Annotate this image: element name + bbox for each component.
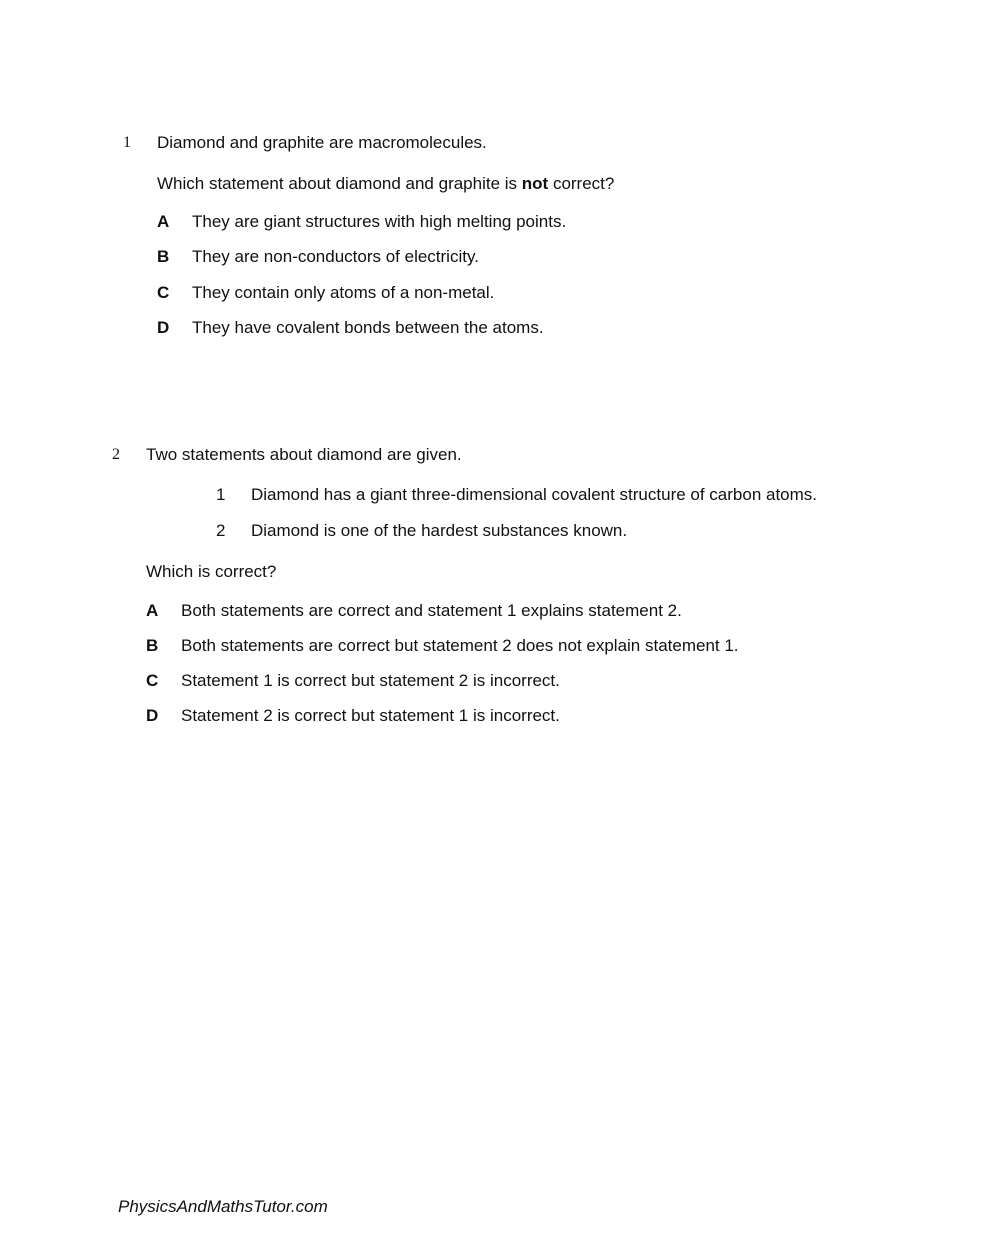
option-letter: C	[146, 671, 159, 690]
question-stem	[157, 175, 614, 192]
option-letter: B	[157, 247, 170, 266]
option-letter: A	[146, 601, 159, 620]
option-letter: A	[157, 212, 170, 231]
statement-number: 2	[216, 521, 226, 540]
question-number: 1	[123, 134, 131, 151]
option-text: Both statements are correct and statement 1 explains statement 2.	[181, 601, 682, 620]
question-stem: Which is correct?	[146, 562, 277, 581]
option-text: They are non-conductors of electricity.	[192, 247, 479, 266]
option-text: They contain only atoms of a non-metal.	[192, 283, 495, 302]
option-text: They are giant structures with high melting points.	[192, 212, 567, 231]
statement-number: 1	[216, 485, 226, 504]
question-intro: Diamond and graphite are macromolecules.	[157, 133, 487, 152]
option-letter: B	[146, 636, 159, 655]
option-text: Statement 1 is correct but statement 2 is incorrect.	[181, 671, 560, 690]
statement-text: Diamond is one of the hardest substances known.	[251, 521, 628, 540]
stem-emphasis: not	[521, 174, 549, 193]
footer-source: PhysicsAndMathsTutor.com	[118, 1197, 328, 1216]
stem-text: Which statement about diamond and graphite is	[157, 174, 522, 193]
question-number: 2	[112, 446, 120, 463]
option-text: Statement 2 is correct but statement 1 is incorrect.	[181, 706, 560, 725]
statement-text: Diamond has a giant three-dimensional covalent structure of carbon atoms.	[251, 485, 818, 504]
option-text: Both statements are correct but statement 2 does not explain statement 1.	[181, 636, 739, 655]
option-letter: D	[157, 318, 170, 337]
option-letter: D	[146, 706, 159, 725]
option-letter: C	[157, 283, 170, 302]
stem-text: correct?	[548, 174, 615, 193]
option-text: They have covalent bonds between the atoms.	[192, 318, 544, 337]
question-intro: Two statements about diamond are given.	[146, 445, 462, 464]
